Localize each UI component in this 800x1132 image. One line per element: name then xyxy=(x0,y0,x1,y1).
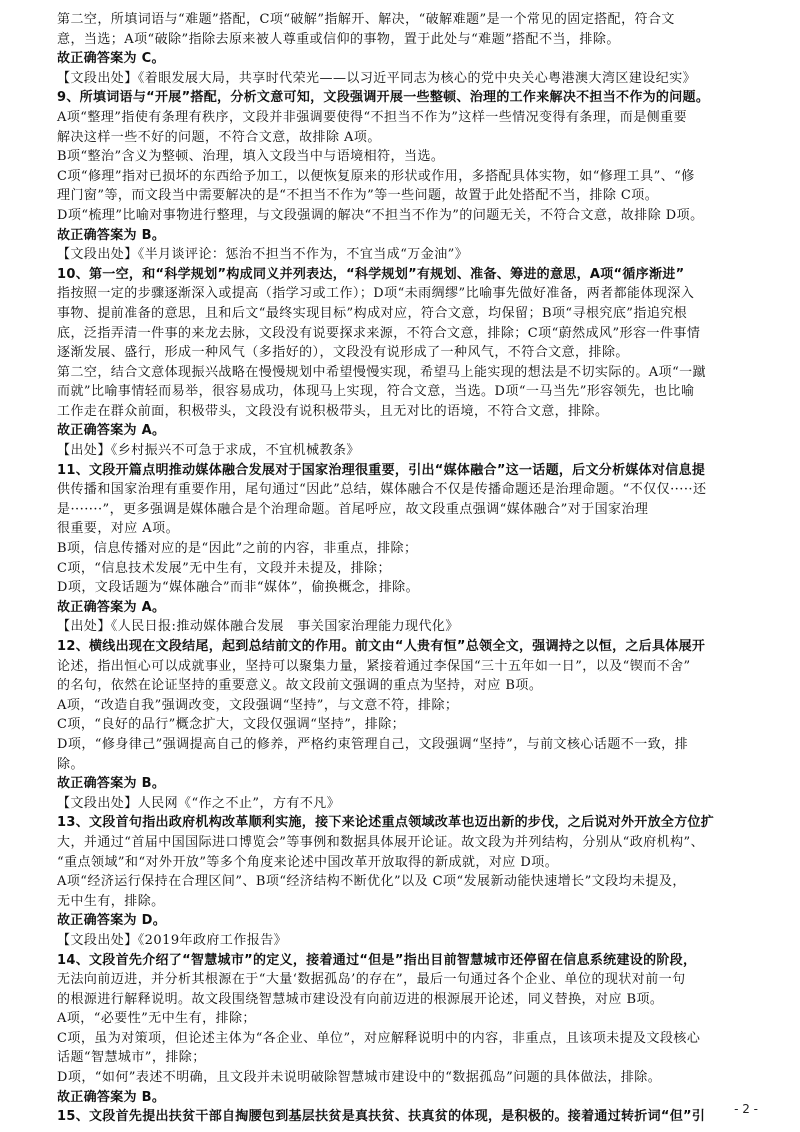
text-line: 第二空，结合文意体现振兴战略在慢慢规划中希望慢慢实现，希望马上能实现的想法是不切实际的。A项“一蹴 xyxy=(57,364,707,380)
text-line: C项，“信息技术发展”无中生有，文段并未提及，排除； xyxy=(57,560,391,576)
answer-line: 故正确答案为 C。 xyxy=(57,51,165,67)
text-line: 12、横线出现在文段结尾，起到总结前文的作用。前文由“人贵有恒”总领全文，强调持之以恒，之后具体展开 xyxy=(57,639,706,654)
text-line: A项“经济运行保持在合理区间”、B项“经济结构不断优化”以及 C项“发展新动能快速增长”文段均未提及， xyxy=(57,874,686,890)
text-line: 工作走在群众前面，积极带头，文段没有说积极带头，且无对比的语境，不符合文意，排除。 xyxy=(57,403,609,419)
text-line: 【文段出处】《2019年政府工作报告》 xyxy=(57,932,288,948)
text-line: A项，“必要性”无中生有，排除； xyxy=(57,1011,256,1027)
text-line: 的名句，依然在论证坚持的重要意义。故文段前文强调的重点为坚持，对应 B项。 xyxy=(57,678,543,694)
text-line: 【出处】《人民日报:推动媒体融合发展 事关国家治理能力现代化》 xyxy=(57,619,459,635)
text-line: 解决这样一些不好的问题，不符合文意，故排除 A项。 xyxy=(57,129,381,145)
text-line: D项，“如何”表述不明确，且文段并未说明破除智慧城市建设中的“数据孤岛”问题的具体做法，排除。 xyxy=(57,1070,662,1086)
text-body xyxy=(57,10,757,1127)
text-line: 很重要，对应 A项。 xyxy=(57,521,180,537)
text-line: A项，“改造自我”强调改变，文段强调“坚持”，与文意不符，排除； xyxy=(57,697,459,713)
text-line: “重点领域”和“对外开放”等多个角度来论述中国改革开放取得的新成就，对应 D项。 xyxy=(57,854,559,870)
text-line: 论述，指出恒心可以成就事业，坚持可以聚集力量，紧接着通过李保国“三十五年如一日”，以及“锲而不舍” xyxy=(57,658,691,674)
text-line: 逐渐发展、盛行，形成一种风气（多指好的），文段没有说形成了一种风气，不符合文意，排除。 xyxy=(57,345,629,361)
text-line: 而就”比喻事情轻而易举，很容易成功，体现马上实现，符合文意，当选。D项“一马当先”形容领先，也比喻 xyxy=(57,384,695,400)
text-line: D项，文段话题为“媒体融合”而非“媒体”，偷换概念，排除。 xyxy=(57,580,420,596)
answer-line: 故正确答案为 B。 xyxy=(57,227,166,243)
answer-line: 故正确答案为 B。 xyxy=(57,1089,166,1105)
answer-line: 故正确答案为 A。 xyxy=(57,423,166,439)
document-page xyxy=(57,10,757,1127)
text-line: 事物、提前准备的意思，且和后文“最终实现目标”构成对应，符合文意，均保留；B项“寻根究底”指追究根 xyxy=(57,305,688,321)
text-line: 指按照一定的步骤逐渐深入或提高（指学习或工作）；D项“未雨绸缪”比喻事先做好准备，两者都能体现深入 xyxy=(57,286,695,302)
text-line: 13、文段首句指出政府机构改革顺利实施，接下来论述重点领域改革也迈出新的步伐，之后说对外开放全方位扩 xyxy=(57,815,715,831)
text-line: 15、文段首先提出扶贫干部自掏腰包到基层扶贫是真扶贫、扶真贫的体现，是积极的。接着通过转折词“但”引 xyxy=(57,1109,706,1125)
text-line: C项，“良好的品行”概念扩大，文段仅强调“坚持”，排除； xyxy=(57,717,406,733)
text-line: 【文段出处】人民网《“作之不止”，方有不凡》 xyxy=(57,795,341,811)
text-line: 理门窗”等，而文段当中需要解决的是“不担当不作为”等一些问题，故置于此处搭配不当，排除 C项。 xyxy=(57,188,659,204)
answer-line: 故正确答案为 A。 xyxy=(57,599,166,615)
answer-line: 故正确答案为 B。 xyxy=(57,776,166,792)
text-line: 无法向前迈进，并分析其根源在于“大量‘数据孤岛’的存在”，最后一句通过各个企业、单位的现状对前一句 xyxy=(57,972,686,988)
text-line: 无中生有，排除。 xyxy=(57,893,165,909)
text-line: C项“修理”指对已损坏的东西给予加工，以便恢复原来的形状或作用，多搭配具体实物，如“修理工具”、“修 xyxy=(57,168,695,184)
text-line: B项“整治”含义为整顿、治理，填入文段当中与语境相符，当选。 xyxy=(57,149,445,165)
text-line: D项“梳理”比喻对事物进行整理，与文段强调的解决“不担当不作为”的问题无关，不符合文意，故排除 D项。 xyxy=(57,207,704,223)
text-line: 底，泛指弄清一件事的来龙去脉，文段没有说要探求来源，不符合文意，排除；C项“蔚然成风”形容一件事情 xyxy=(57,325,701,341)
text-line: 14、文段首先介绍了“智慧城市”的定义，接着通过“但是”指出目前智慧城市还停留在信息系统建设的阶段， xyxy=(57,952,697,968)
text-line: 第二空，所填词语与“难题”搭配，C项“破解”指解开、解决，“破解难题”是一个常见的固定搭配，符合文 xyxy=(57,12,675,27)
text-line: A项“整理”指使有条理有秩序，文段并非强调要使得“不担当不作为”这样一些情况变得有条理，而是侧重要 xyxy=(57,109,688,125)
text-line: C项，虽为对策项，但论述主体为“各企业、单位”，对应解释说明中的内容，非重点，且该项未提及文段核心 xyxy=(57,1030,701,1046)
answer-line: 故正确答案为 D。 xyxy=(57,913,167,929)
text-line: 话题“智慧城市”，排除； xyxy=(57,1050,206,1066)
text-line: 除。 xyxy=(57,756,84,772)
text-line: 9、所填词语与“开展”搭配，分析文意可知，文段强调开展一些整顿、治理的工作来解决不担当不作为的问题。 xyxy=(57,90,710,106)
text-line: 【文段出处】《着眼发展大局，共享时代荣光——以习近平同志为核心的党中央关心粤港澳大湾区建设纪实》 xyxy=(57,70,697,86)
text-line: 【出处】《乡村振兴不可急于求成，不宜机械教条》 xyxy=(57,443,360,459)
text-line: 的根源进行解释说明。故文段围绕智慧城市建设没有向前迈进的根源展开论述，同义替换，对应 B项。 xyxy=(57,991,664,1007)
text-line: 11、文段开篇点明推动媒体融合发展对于国家治理很重要，引出“媒体融合”这一话题，后文分析媒体对信息提 xyxy=(57,462,706,478)
page-number: - 2 - xyxy=(734,1102,758,1116)
text-line: 供传播和国家治理有重要作用，尾句通过“因此”总结，媒体融合不仅是传播命题还是治理命题。“不仅仅·····还 xyxy=(57,482,707,498)
text-line: D项，“修身律己”强调提高自己的修养，严格约束管理自己，文段强调“坚持”，与前文核心话题不一致，排 xyxy=(57,736,689,752)
text-line: 大，并通过“首届中国国际进口博览会”等事例和数据具体展开论证。故文段为并列结构，分别从“政府机构”、 xyxy=(57,834,705,850)
text-line: 意，当选；A项“破除”指除去原来被人尊重或信仰的事物，置于此处与“难题”搭配不当，排除。 xyxy=(57,31,620,47)
text-line: B项，信息传播对应的是“因此”之前的内容，非重点，排除； xyxy=(57,541,418,557)
text-line: 【文段出处】《半月谈评论：惩治不担当不作为，不宜当成“万金油”》 xyxy=(57,247,469,263)
text-line: 是·······”，更多强调是媒体融合是个治理命题。首尾呼应，故文段重点强调“媒体融合”对于国家治理 xyxy=(57,501,649,517)
text-line: 10、第一空，和“科学规划”构成同义并列表达，“科学规划”有规划、准备、筹进的意思，A项“循序渐进” xyxy=(57,266,685,282)
